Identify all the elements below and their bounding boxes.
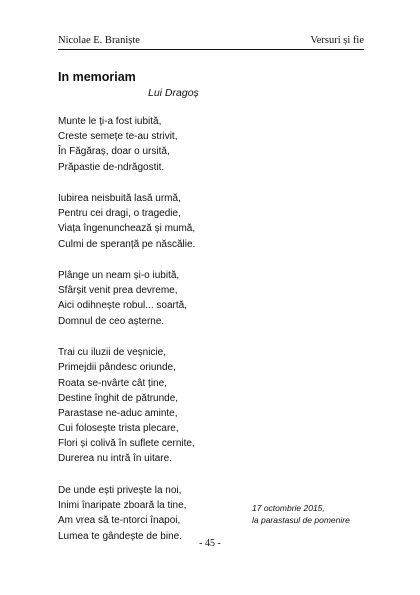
stanza xyxy=(58,345,195,467)
header-author: Nicolae E. Braniște xyxy=(58,35,140,46)
date-note xyxy=(252,502,350,526)
poem-line: Trai cu iluzii de veșnicie, xyxy=(58,347,167,359)
poem-line: Aici odihnește robul... soartă, xyxy=(58,300,187,312)
poem-line: Munte le ți-a fost iubită, xyxy=(58,116,162,127)
poem-line: Primejdii pândesc oriunde, xyxy=(58,362,176,374)
poem-line: Iubirea neisbuită lasă urmă, xyxy=(58,193,181,205)
poem-line: Inimi înaripate zboară la tine, xyxy=(58,500,187,512)
stanza xyxy=(58,191,195,252)
poem-line: Viața îngenunchează și mumă, xyxy=(58,223,196,235)
header-book-title: Versuri și fie xyxy=(310,35,364,46)
poem-line: Creste semețe te-au strivit, xyxy=(58,131,178,143)
poem-line: Durerea nu intră în uitare. xyxy=(58,453,172,465)
poem-line: Plânge un neam și-o iubită, xyxy=(58,270,180,282)
poem-line: Roata se-nvârte cât ține, xyxy=(58,377,167,389)
poem-line: Sfârșit venit prea devreme, xyxy=(58,285,178,297)
page-number: - 45 - xyxy=(199,538,221,549)
poem-line: Destine înghit de pătrunde, xyxy=(58,392,179,404)
poem-line: Prăpastie de-ndrăgostit. xyxy=(58,161,165,173)
poem-dedication: Lui Dragoș xyxy=(148,87,199,99)
poem-title: In memoriam xyxy=(58,70,136,84)
header-rule xyxy=(58,49,364,50)
stanza xyxy=(58,114,195,175)
poem-line: Parastase ne-aduc aminte, xyxy=(58,407,178,419)
poem-line: Pentru cei dragi, o tragedie, xyxy=(58,208,181,220)
note-date: 17 octombrie 2015, xyxy=(252,503,325,513)
poem-line: În Făgăraș, doar o ursită, xyxy=(58,146,170,158)
stanza xyxy=(58,268,195,329)
poem-line: Domnul de ceo așterne. xyxy=(58,315,165,327)
poem-line: De unde ești privește la noi, xyxy=(58,484,182,496)
note-occasion: la parastasul de pomenire xyxy=(252,515,350,525)
poem-line: Flori și colivă în suflete cernite, xyxy=(58,438,195,450)
page-header xyxy=(58,35,364,51)
poem-body xyxy=(58,114,195,560)
poem-line: Cui folosește trista plecare, xyxy=(58,423,179,435)
poem-line: Lumea te gândește de bine. xyxy=(58,530,182,542)
stanza xyxy=(58,483,195,544)
poem-line: Am vrea să te-ntorci înapoi, xyxy=(58,515,181,527)
poem-line: Culmi de speranță pe născălie. xyxy=(58,238,196,250)
